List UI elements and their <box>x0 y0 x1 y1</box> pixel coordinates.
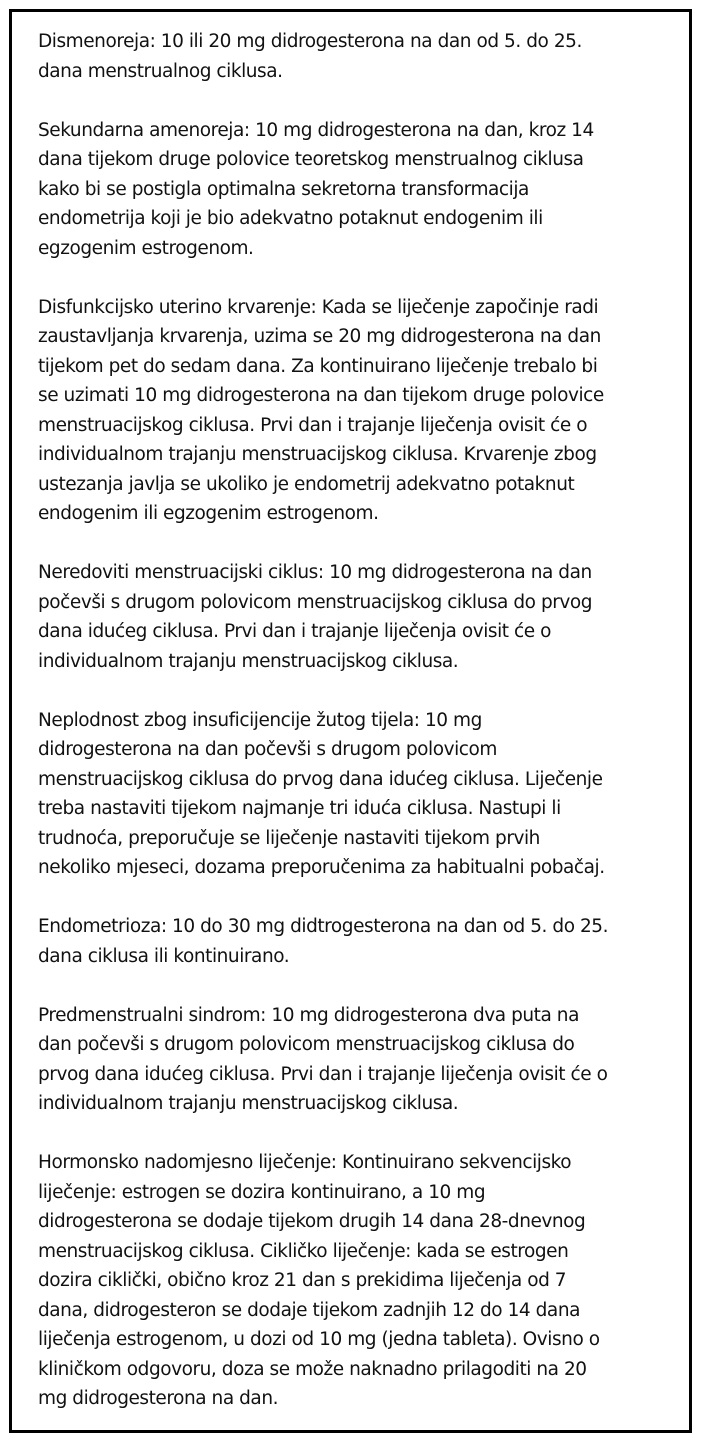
paragraph-irregular-cycle: Neredoviti menstruacijski ciklus: 10 mg didrogesterona na dan počevši s drugom polovicom menstruacijskog ciklusa do prvog dana idućeg ciklusa. Prvi dan i trajanje liječenja ovisit će o individualnom trajanju menstruacijskog ciklusa. <box>38 562 593 672</box>
paragraph-dysmenorrhea: Dismenoreja: 10 ili 20 mg didrogesterona na dan od 5. do 25. dana menstrualnog ciklusa. <box>38 31 582 82</box>
document-frame <box>9 9 692 1433</box>
paragraph-dysfunctional-uterine-bleeding: Disfunkcijsko uterino krvarenje: Kada se liječenje započinje radi zaustavljanja krvarenja, uzima se 20 mg didrogesterona na dan tijekom pet do sedam dana. Za kontinuirano liječenje trebalo bi se uzimati 10 mg didrogesterona na dan tijekom druge polovice menstruacijskog ciklusa. Prvi dan i trajanje liječenja ovisit će o individualnom trajanju menstruacijskog ciklusa. Krvarenje zbog ustezanja javlja se ukoliko je endometrij adekvatno potaknut endogenim ili egzogenim estrogenom. <box>38 296 604 524</box>
paragraph-secondary-amenorrhea: Sekundarna amenoreja: 10 mg didrogesterona na dan, kroz 14 dana tijekom druge polovice teoretskog menstrualnog ciklusa kako bi se postigla optimalna sekretorna transformacija endometrija koji je bio adekvatno potaknut endogenim ili egzogenim estrogenom. <box>38 119 594 259</box>
paragraph-infertility: Neplodnost zbog insuficijencije žutog tijela: 10 mg didrogesterona na dan počevši s drugom polovicom menstruacijskog ciklusa do prvog dana idućeg ciklusa. Liječenje treba nastaviti tijekom najmanje tri iduća ciklusa. Nastupi li trudnoća, preporučuje se liječenje nastaviti tijekom prvih nekoliko mjeseci, dozama preporučenima za habitualni pobačaj. <box>38 709 605 878</box>
document-body <box>38 27 678 1443</box>
paragraph-premenstrual-syndrome: Predmenstrualni sindrom: 10 mg didrogesterona dva puta na dan počevši s drugom polovicom menstruacijskog ciklusa do prvog dana idućeg ciklusa. Prvi dan i trajanje liječenja ovisit će o individualnom trajanju menstruacijskog ciklusa. <box>38 1004 608 1114</box>
paragraph-hormone-replacement: Hormonsko nadomjesno liječenje: Kontinuirano sekvencijsko liječenje: estrogen se dozira kontinuirano, a 10 mg didrogesterona se dodaje tijekom drugih 14 dana 28-dnevnog menstruacijskog ciklusa. Cikličko liječenje: kada se estrogen dozira ciklički, obično kroz 21 dan s prekidima liječenja od 7 dana, didrogesteron se dodaje tijekom zadnjih 12 do 14 dana liječenja estrogenom, u dozi od 10 mg (jedna tableta). Ovisno o kliničkom odgovoru, doza se može naknadno prilagoditi na 20 mg didrogesterona na dan. <box>38 1152 600 1409</box>
paragraph-endometriosis: Endometrioza: 10 do 30 mg didtrogesterona na dan od 5. do 25. dana ciklusa ili kontinuirano. <box>38 916 609 967</box>
